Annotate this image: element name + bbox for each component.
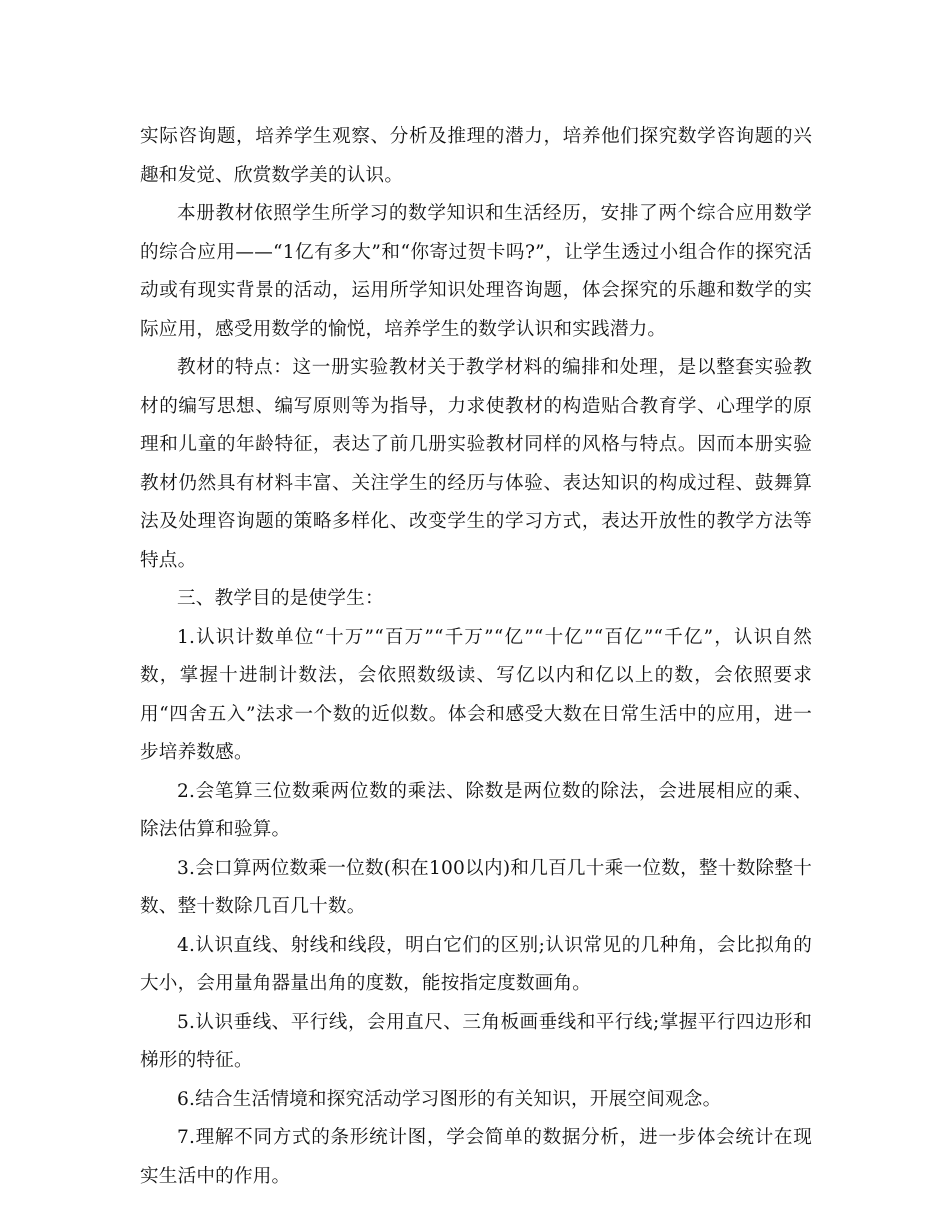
goal-item-3: 3.会口算两位数乘一位数(积在100以内)和几百几十乘一位数，整十数除整十数、整十数除几百几十数。 — [140, 857, 812, 917]
goal-item-6: 6.结合生活情境和探究活动学习图形的有关知识，开展空间观念。 — [177, 1088, 722, 1110]
paragraph-2: 本册教材依照学生所学习的数学知识和生活经历，安排了两个综合应用数学的综合应用——“1亿有多大”和“你寄过贺卡吗?”，让学生透过小组合作的探究活动或有现实背景的活动，运用所学知识处理咨询题，体会探究的乐趣和数学的实际应用，感受用数学的愉悦，培养学生的数学认识和实践潜力。 — [140, 203, 812, 340]
paragraph-1: 实际咨询题，培养学生观察、分析及推理的潜力，培养他们探究数学咨询题的兴趣和发觉、欣赏数学美的认识。 — [140, 126, 812, 186]
goal-item-1: 1.认识计数单位“十万”“百万”“千万”“亿”“十亿”“百亿”“千亿”，认识自然数，掌握十进制计数法，会依照数级读、写亿以内和亿以上的数，会依照要求用“四舍五入”法求一个数的近似数。体会和感受大数在日常生活中的应用，进一步培养数感。 — [140, 626, 812, 763]
goal-item-7: 7.理解不同方式的条形统计图，学会简单的数据分析，进一步体会统计在现实生活中的作用。 — [140, 1127, 812, 1187]
goal-item-5: 5.认识垂线、平行线，会用直尺、三角板画垂线和平行线;掌握平行四边形和梯形的特征。 — [140, 1011, 812, 1071]
document-body — [140, 118, 812, 1196]
goal-item-4: 4.认识直线、射线和线段，明白它们的区别;认识常见的几种角，会比拟角的大小，会用量角器量出角的度数，能按指定度数画角。 — [140, 934, 812, 994]
section-heading-teaching-goals: 三、教学目的是使学生： — [177, 588, 384, 609]
paragraph-3: 教材的特点：这一册实验教材关于教学材料的编排和处理，是以整套实验教材的编写思想、编写原则等为指导，力求使教材的构造贴合教育学、心理学的原理和儿童的年龄特征，表达了前几册实验教材同样的风格与特点。因而本册实验教材仍然具有材料丰富、关注学生的经历与体验、表达知识的构成过程、鼓舞算法及处理咨询题的策略多样化、改变学生的学习方式，表达开放性的教学方法等特点。 — [140, 357, 812, 571]
goal-item-2: 2.会笔算三位数乘两位数的乘法、除数是两位数的除法，会进展相应的乘、除法估算和验算。 — [140, 780, 812, 840]
